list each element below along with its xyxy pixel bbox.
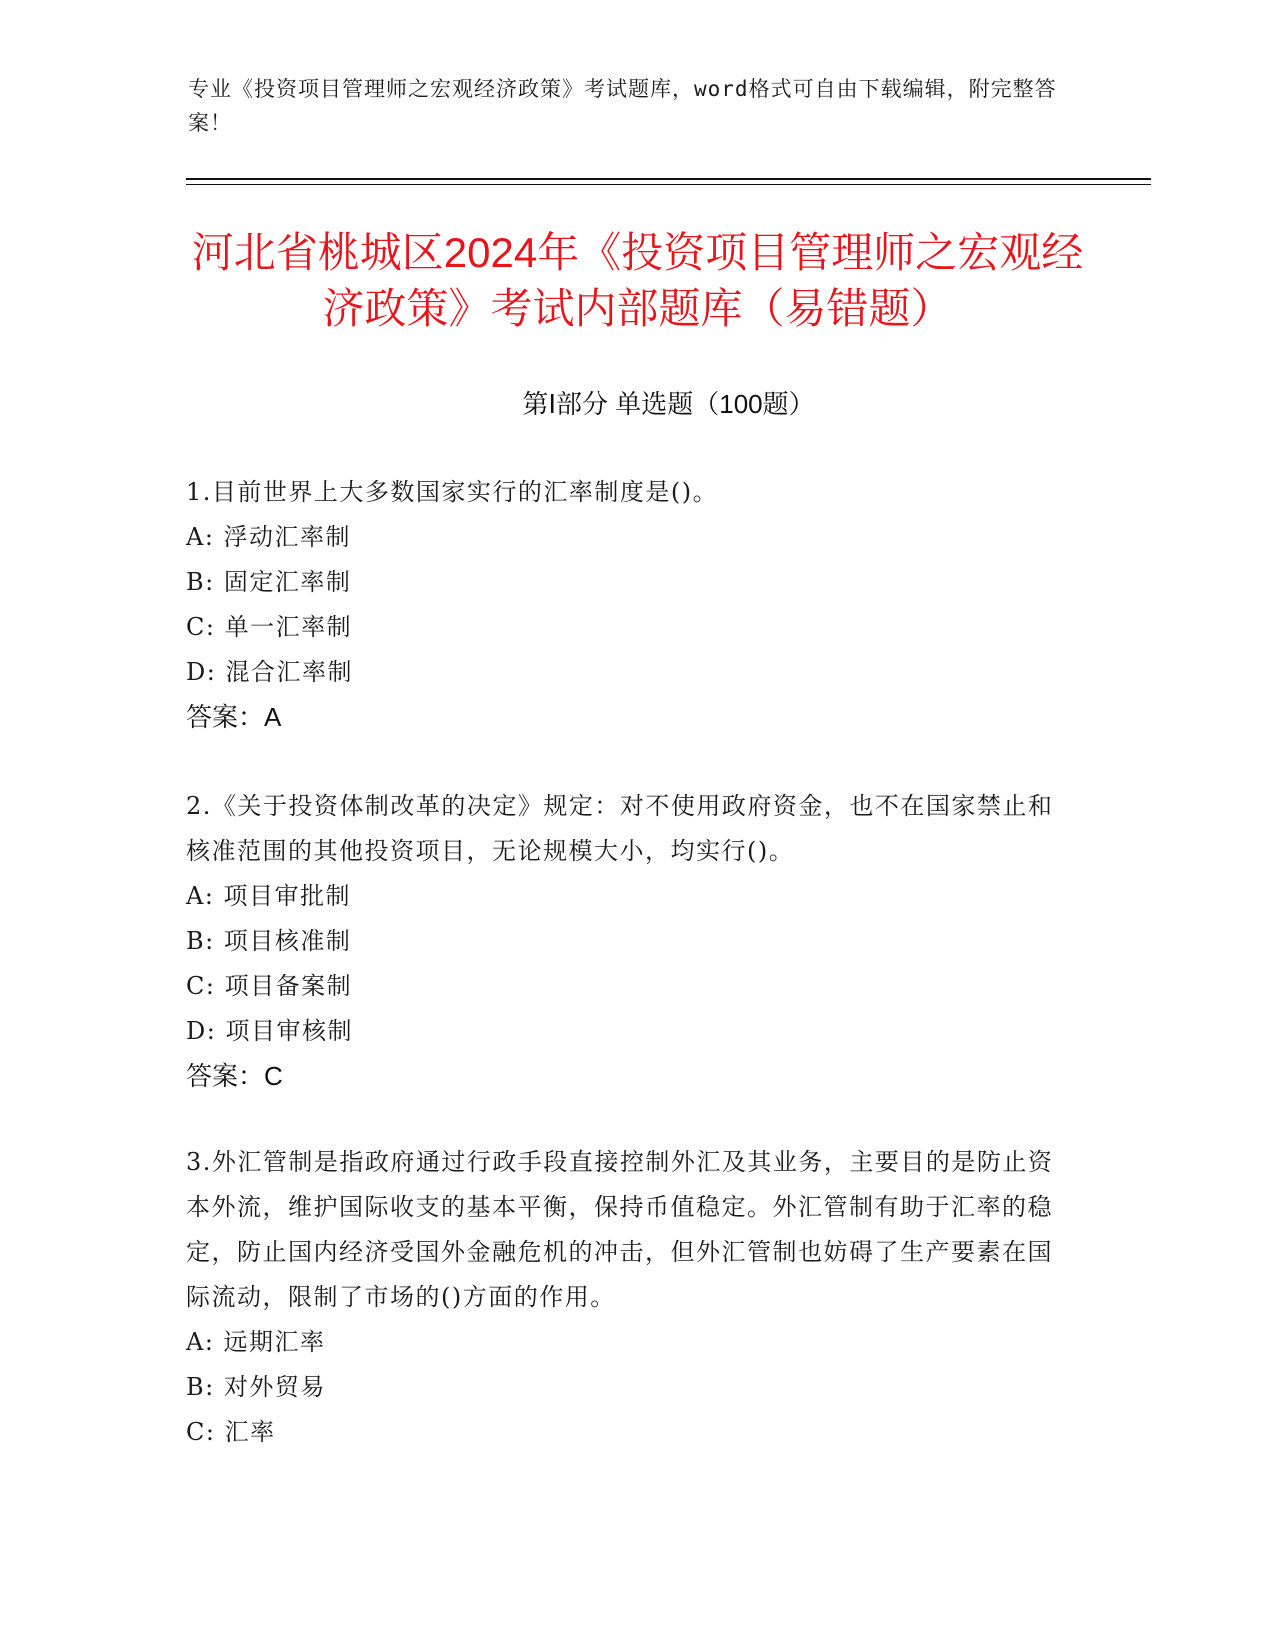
question-3 <box>186 1140 1066 1455</box>
answer-label: 答案：A <box>186 702 282 732</box>
option-c: C: 汇率 <box>186 1418 276 1446</box>
section-heading: 第Ⅰ部分 单选题（100题） <box>522 389 815 419</box>
option-b: B: 固定汇率制 <box>186 568 352 596</box>
header-divider-thick <box>186 178 1151 180</box>
header-divider-thin <box>186 184 1151 185</box>
answer-label: 答案：C <box>186 1061 283 1091</box>
option-a: A: 项目审批制 <box>186 882 352 910</box>
question-stem: 2.《关于投资体制改革的决定》规定：对不使用政府资金，也不在国家禁止和核准范围的其他投资项目，无论规模大小，均实行()。 <box>186 792 1054 865</box>
option-d: D: 项目审核制 <box>186 1017 353 1045</box>
question-2 <box>186 784 1066 1099</box>
option-c: C: 单一汇率制 <box>186 613 353 641</box>
document-title: 河北省桃城区2024年《投资项目管理师之宏观经济政策》考试内部题库（易错题） <box>191 229 1084 332</box>
option-d: D: 混合汇率制 <box>186 658 353 686</box>
option-b: B: 项目核准制 <box>186 927 352 955</box>
option-a: A: 浮动汇率制 <box>186 523 352 551</box>
question-1 <box>186 470 1066 740</box>
option-c: C: 项目备案制 <box>186 972 353 1000</box>
option-b: B: 对外贸易 <box>186 1373 326 1401</box>
question-stem: 1.目前世界上大多数国家实行的汇率制度是()。 <box>186 478 719 506</box>
header-note: 专业《投资项目管理师之宏观经济政策》考试题库，word格式可自由下载编辑，附完整答案！ <box>188 77 1057 135</box>
option-a: A: 远期汇率 <box>186 1328 326 1356</box>
question-stem: 3.外汇管制是指政府通过行政手段直接控制外汇及其业务，主要目的是防止资本外流，维护国际收支的基本平衡，保持币值稳定。外汇管制有助于汇率的稳定，防止国内经济受国外金融危机的冲击，但外汇管制也妨碍了生产要素在国际流动，限制了市场的()方面的作用。 <box>186 1148 1054 1311</box>
